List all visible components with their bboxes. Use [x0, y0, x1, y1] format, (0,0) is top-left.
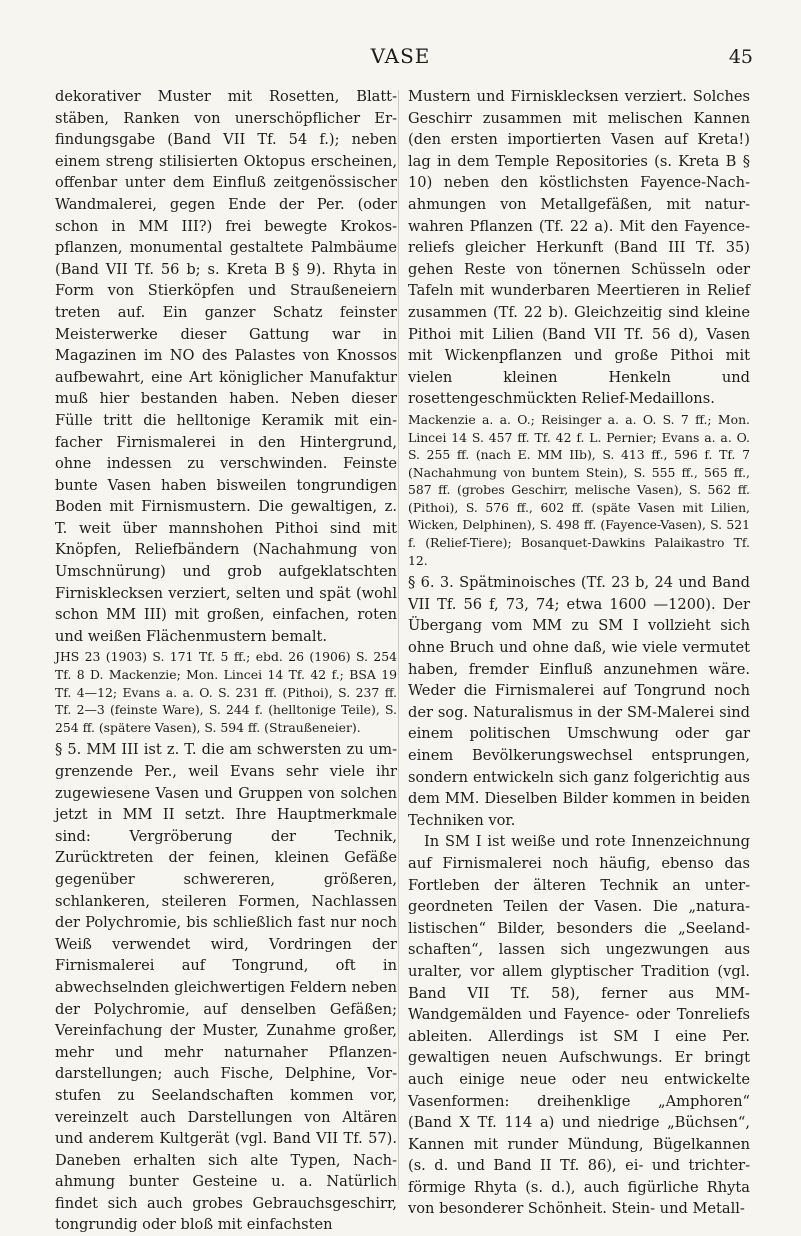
right-column [408, 86, 750, 1220]
left-column [55, 86, 397, 1236]
page-header [0, 44, 801, 74]
paragraph: dekorativer Muster mit Rosetten, Blattstäben, Ranken von unerschöpflicher Erfindungsgabe (Band VII Tf. 54 f.); neben einem streng stilisierten Oktopus erscheinen, offenbar unter dem Einfluß zeitgenössischer Wandmalerei, gegen Ende der Per. (oder schon in MM III?) frei bewegte Krokospflanzen, monumental gestaltete Palmbäume (Band VII Tf. 56 b; s. Kreta B § 9). Rhyta in Form von Stierköpfen und Straußeneiern treten auf. Ein ganzer Schatz feinster Meisterwerke dieser Gattung war in Magazinen im NO des Palastes von Knossos aufbewahrt, eine Art königlicher Manufaktur muß hier bestanden haben. Neben dieser Fülle tritt die helltonige Keramik mit einfacher Firnismalerei in den Hintergrund, ohne indessen zu verschwinden. Feinste bunte Vasen haben bisweilen tongrundigen Boden mit Firnismustern. Die gewaltigen, z. T. weit über mannshohen Pithoi sind mit Knöpfen, Reliefbändern (Nachahmung von Umschnürung) und grob aufgeklatschten Firnisklecksen verziert, selten und spät (wohl schon MM III) mit großen, einfachen, roten und weißen Flächenmustern bemalt. [55, 88, 397, 645]
paragraph: § 6. 3. Spätminoisches (Tf. 23 b, 24 und Band VII Tf. 56 f, 73, 74; etwa 1600 —1200). Der Übergang vom MM zu SM I vollzieht sich ohne Bruch und ohne daß, wie viele vermutet haben, fremder Einfluß anzunehmen wäre. Weder die Firnismalerei auf Tongrund noch der sog. Naturalismus in der SM-Malerei sind einem politischen Umschwung oder gar einem Bevölkerungswechsel entsprungen, sondern entwickeln sich ganz folgerichtig aus dem MM. Dieselben Bilder kommen in beiden Techniken vor. [408, 574, 750, 829]
paragraph: § 5. MM III ist z. T. die am schwersten zu umgrenzende Per., weil Evans sehr viele ihr zugewiesene Vasen und Gruppen von solchen jetzt in MM II setzt. Ihre Hauptmerkmale sind: Vergröberung der Technik, Zurücktreten der feinen, kleinen Gefäße gegenüber schwereren, größeren, schlankeren, steileren Formen, Nachlassen der Polychromie, bis schließlich fast nur noch Weiß verwendet wird, Vordringen der Firnismalerei auf Tongrund, oft in abwechselnden gleichwertigen Feldern neben der Polychromie, auf denselben Gefäßen; Vereinfachung der Muster, Zunahme großer, mehr und mehr naturnaher Pflanzendarstellungen; auch Fische, Delphine, Vorstufen zu Seelandschaften kommen vor, vereinzelt auch Darstellungen von Altären und anderem Kultgerät (vgl. Band VII Tf. 57). Daneben erhalten sich alte Typen, Nachahmung bunter Gesteine u. a. Natürlich findet sich auch grobes Gebrauchsgeschirr, tongrundig oder bloß mit einfachsten [55, 741, 397, 1234]
reference-note: Mackenzie a. a. O.; Reisinger a. a. O. S. 7 ff.; Mon. Lincei 14 S. 457 ff. Tf. 42 f. L. Pernier; Evans a. a. O. S. 255 ff. (nach E. MM IIb), S. 413 ff., 596 f. Tf. 7 (Nachahmung von buntem Stein), S. 555 ff., 565 ff., 587 ff. (grobes Geschirr, melische Vasen), S. 562 ff. (Pithoi), S. 576 ff., 602 ff. (späte Vasen mit Lilien, Wicken, Delphinen), S. 498 ff. (Fayence-Vasen), S. 521 f. (Relief-Tiere); Bosanquet-Dawkins Palaikastro Tf. 12. [408, 411, 750, 568]
running-title: VASE [370, 44, 431, 68]
page-number: 45 [728, 46, 753, 68]
paragraph: In SM I ist weiße und rote Innenzeichnung auf Firnismalerei noch häufig, ebenso das Fortleben der älteren Technik an untergeordneten Teilen der Vasen. Die „naturalistischen“ Bilder, besonders die „Seelandschaften“, lassen sich ungezwungen aus uralter, vor allem glyptischer Tradition (vgl. Band VII Tf. 58), ferner aus MM-Wandgemälden und Fayence- oder Tonreliefs ableiten. Allerdings ist SM I eine Per. gewaltigen neuen Aufschwungs. Er bringt auch einige neue oder neu entwickelte Vasenformen: dreihenklige „Amphoren“ (Band X Tf. 114 a) und niedrige „Büchsen“, Kannen mit runder Mündung, Bügelkannen (s. d. und Band II Tf. 86), ei- und trichterförmige Rhyta (s. d.), auch figürliche Rhyta von besonderer Schönheit. Stein- und Metall- [408, 833, 750, 1218]
column-divider [398, 90, 399, 1190]
paragraph: Mustern und Firnisklecksen verziert. Solches Geschirr zusammen mit melischen Kannen (den ersten importierten Vasen auf Kreta!) lag in dem Temple Repositories (s. Kreta B § 10) neben den köstlichsten Fayence-Nachahmungen von Metallgefäßen, mit naturwahren Pflanzen (Tf. 22 a). Mit den Fayencereliefs gleicher Herkunft (Band III Tf. 35) gehen Reste von tönernen Schüsseln oder Tafeln mit wunderbaren Meertieren in Relief zusammen (Tf. 22 b). Gleichzeitig sind kleine Pithoi mit Lilien (Band VII Tf. 56 d), Vasen mit Wickenpflanzen und große Pithoi mit vielen kleinen Henkeln und rosettengeschmückten Relief-Medaillons. [408, 88, 750, 408]
reference-note: JHS 23 (1903) S. 171 Tf. 5 ff.; ebd. 26 (1906) S. 254 Tf. 8 D. Mackenzie; Mon. Lincei 14 Tf. 42 f.; BSA 19 Tf. 4—12; Evans a. a. O. S. 231 ff. (Pithoi), S. 237 ff. Tf. 2—3 (feinste Ware), S. 244 f. (helltonige Teile), S. 254 ff. (spätere Vasen), S. 594 ff. (Straußeneier). [55, 649, 397, 735]
